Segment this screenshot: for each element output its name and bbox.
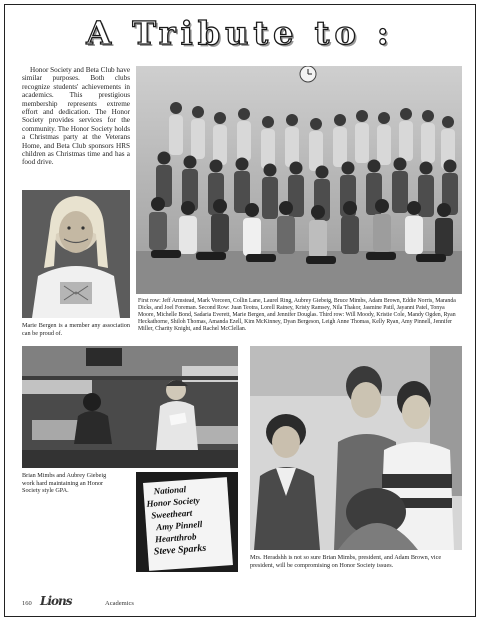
teacher-photo (250, 346, 462, 550)
group-photo-caption: First row: Jeff Armstead, Mark Vorceen, Collin Lane, Laurel Ring, Aubrey Giebeig, Bruce Mimbs, Adam Brown, Eddie Norris, Maranda Dicks, and Joel Foreman. Second Row: Juan Teotra, Lorell Rainey, Kristy Ramsey, Nila Thakor, Jasmine Patil, Jayanni Patel, Tonya Moore, Michelle Bond, Sadaria Everett, Marie Bergen, and Jennifer Douglas. Third row: Will Moody, Kristie Cole, Mandy Ogden, Ryan Heckathorne, Shiloh Thomas, Amanda Ezell, Kim McKinney, Dyan Bergeson, Leigh Anne Thomas, Kelly Ryan, Amy Pinnell, Jennifer Miller, Charity Knight, and Rachel McClellan. (138, 298, 456, 332)
intro-text: Honor Society and Beta Club have similar purposes. Both clubs recognize students' achievements in academics. This prestigious membership represents extreme effort and dedication. The Honor Society provides services for the community. The Honor Society holds a Christmas party at the Veterans Home, and Beta Club sponsors HRS children as Christmas time and has a food drive. (22, 66, 131, 167)
sign-photo (136, 472, 238, 572)
teacher-caption: Mrs. Heradshh is not so sure Brian Mimbs, president, and Adam Brown, vice president, will be compromising on Honor Society issues. (250, 554, 442, 569)
sign-board (143, 477, 233, 571)
classroom-image (22, 346, 238, 468)
portrait-caption: Marie Bergen is a member any association can be proud of. (22, 322, 130, 337)
group-photo-image (136, 66, 462, 294)
sign-line: Amy Pinnell (155, 519, 203, 533)
group-photo (136, 66, 462, 294)
classroom-photo (22, 346, 238, 468)
page-number: 160 (22, 600, 32, 607)
sign-line: Sweetheart (150, 507, 193, 521)
classroom-caption: Brian Mimbs and Aubrey Giebeig work hard maintaining an Honor Society style GPA. (22, 472, 107, 495)
yearbook-logo: Lions (40, 594, 72, 608)
section-label: Academics (105, 600, 134, 607)
sign-line: National (153, 484, 187, 497)
teacher-image (250, 346, 462, 550)
sign-line: Honor Society (146, 495, 200, 509)
sign-line: Steve Sparks (153, 542, 207, 558)
page-title: A Tribute to : (86, 14, 394, 52)
sign-line: Heartthrob (154, 531, 197, 545)
portrait-photo (22, 190, 130, 318)
portrait-image (22, 190, 130, 318)
